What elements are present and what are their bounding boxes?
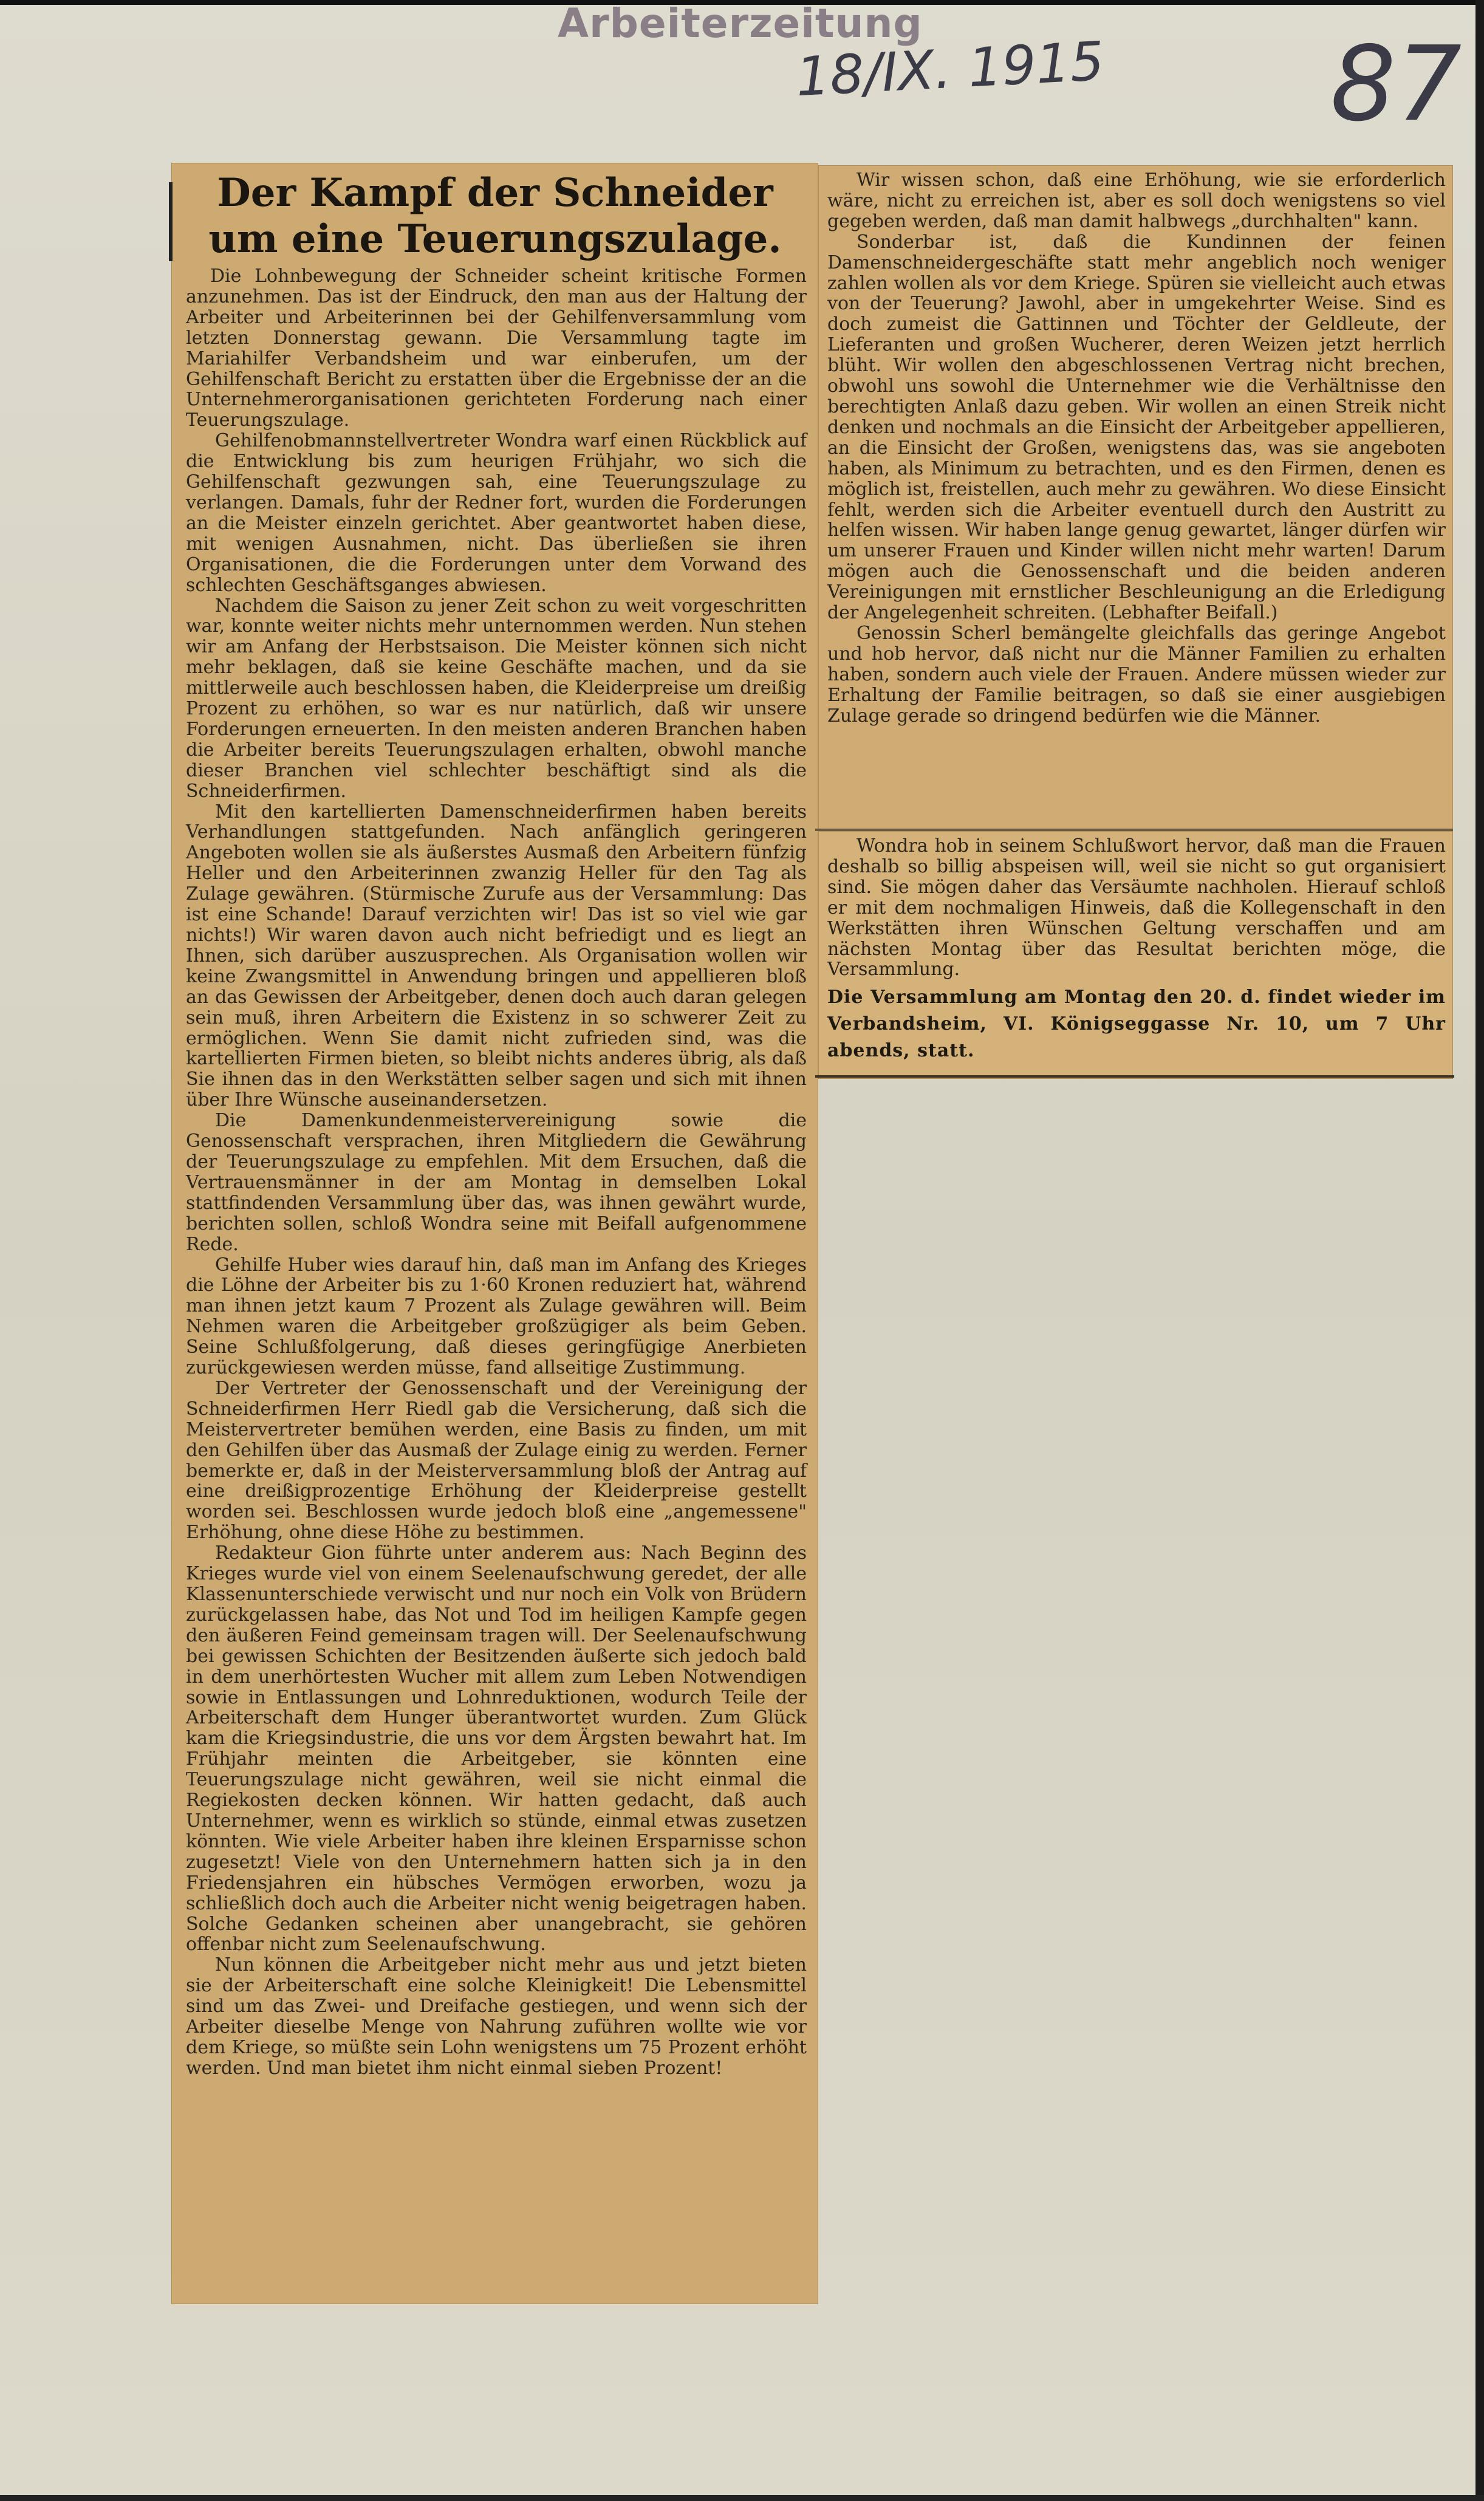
handwritten-date: 18/IX. 1915 [794,29,1106,109]
article-headline: Der Kampf der Schneider um eine Teuerungszulage. [208,170,782,262]
paragraph: Nachdem die Saison zu jener Zeit schon zu weit vorgeschritten war, konnte weiter nichts mehr unternommen werden. Nun stehen wir am Anfang der Herbstsaison. Die Meister können sich nicht mehr beklagen, daß sie keine Geschäfte machen, und da sie mittlerweile auch beschlossen haben, die Kleiderpreise um dreißig Prozent zu erhöhen, so war es nur natürlich, daß wir unsere Forderungen erneuerten. In den meisten anderen Branchen haben die Arbeiter bereits Teuerungszulagen erhalten, obwohl manche dieser Branchen viel schlechter beschäftigt sind als die Schneiderfirmen. [186,595,807,802]
paragraph: Wir wissen schon, daß eine Erhöhung, wie sie erforderlich wäre, nicht zu erreichen ist, aber es soll doch wenigstens so viel gegeben werden, daß man damit halbwegs „durchhalten" kann. [827,169,1446,232]
article-right-column-bottom [827,836,1446,980]
paragraph: Die Damenkundenmeistervereinigung sowie die Genossenschaft versprachen, ihren Mitgliedern die Gewährung der Teuerungszulage zu empfehlen. Mit dem Ersuchen, daß die Vertrauensmänner in der am Montag in demselben Lokal stattfindenden Versammlung über das, was ihnen gewährt wurde, berichten sollen, schloß Wondra seine mit Beifall aufgenommene Rede. [186,1110,807,1255]
column-separator [815,829,1453,831]
paragraph: Die Lohnbewegung der Schneider scheint kritische Formen anzunehmen. Das ist der Eindruck, den man aus der Haltung der Arbeiter und Arbeiterinnen bei der Gehilfenversammlung vom letzten Donnerstag gewann. Die Versammlung tagte im Mariahilfer Verbandsheim und war einberufen, um der Gehilfenschaft Bericht zu erstatten über die Ergebnisse der an die Unternehmerorganisationen gerichteten Forderung nach einer Teuerungszulage. [186,265,807,431]
clipping-bottom-rule [815,1075,1454,1078]
handwritten-page-number: 87 [1330,24,1462,145]
paragraph: Wondra hob in seinem Schlußwort hervor, daß man die Frauen deshalb so billig abspeisen will, weil sie nicht so gut organisiert sind. Sie mögen daher das Versäumte nachholen. Hierauf schloß er mit dem nochmaligen Hinweis, daß die Kollegenschaft in den Werkstätten ihren Wünschen Geltung verschaffen und am nächsten Montag über das Resultat berichten möge, die Versammlung. [827,835,1446,980]
scan-border-right [1475,0,1484,2501]
paragraph: Genossin Scherl bemängelte gleichfalls das geringe Angebot und hob hervor, daß nicht nur die Männer Familien zu erhalten haben, sondern auch viele der Frauen. Andere müssen wieder zur Erhaltung der Familie beitragen, so daß sie einer ausgiebigen Zulage gerade so dringend bedürfen wie die Männer. [827,622,1446,727]
newspaper-stamp: Arbeiterzeitung [558,0,923,47]
article-right-column-top [827,170,1446,726]
paragraph: Sonderbar ist, daß die Kundinnen der feinen Damenschneidergeschäfte statt mehr angeblich noch weniger zahlen wollen als vor dem Kriege. Spüren sie vielleicht auch etwas von der Teuerung? Jawohl, aber in umgekehrter Weise. Sind es doch zumeist die Gattinnen und Töchter der Geldleute, der Lieferanten und großen Wucherer, deren Weizen jetzt herrlich blüht. Wir wollen den abgeschlossenen Vertrag nicht brechen, obwohl uns sowohl die Unternehmer wie die Verhältnisse den berechtigten Anlaß dazu geben. Wir wollen an einen Streik nicht denken und nochmals an die Einsicht der Arbeitgeber appellieren, an die Einsicht der Großen, wenigstens das, was sie angeboten haben, als Minimum zu betrachten, und es den Firmen, denen es möglich ist, freistellen, auch mehr zu gewähren. Wo diese Einsicht fehlt, werden sich die Arbeiter eventuell durch den Austritt zu helfen wissen. Wir haben lange genug gewartet, länger dürfen wir um unserer Frauen und Kinder willen nicht mehr warten! Darum mögen auch die Genossenschaft und die beiden anderen Vereinigungen mit ernstlicher Beschleunigung an die Erledigung der Angelegenheit schreiten. (Lebhafter Beifall.) [827,231,1446,624]
article-left-column [186,266,807,2079]
paragraph: Redakteur Gion führte unter anderem aus: Nach Beginn des Krieges wurde viel von einem Seelenaufschwung geredet, der alle Klassenunterschiede verwischt und nur noch ein Volk von Brüdern zurückgelassen habe, das Not und Tod im heiligen Kampfe gegen den äußeren Feind gemeinsam tragen will. Der Seelenaufschwung bei gewissen Schichten der Besitzenden äußerte sich jedoch bald in dem unerhörtesten Wucher mit allem zum Leben Notwendigen sowie in Entlassungen und Lohnreduktionen, wodurch Teile der Arbeiterschaft dem Hunger überantwortet wurden. Zum Glück kam die Kriegsindustrie, die uns vor dem Ärgsten bewahrt hat. Im Frühjahr meinten die Arbeitgeber, sie könnten eine Teuerungszulage nicht gewähren, weil sie nicht einmal die Regiekosten decken können. Wir hatten gedacht, daß auch Unternehmer, wenn es wirklich so stünde, einmal etwas zusetzen könnten. Wie viele Arbeiter haben ihre kleinen Ersparnisse schon zugesetzt! Viele von den Unternehmern hatten sich ja in den Friedensjahren ein hübsches Vermögen erworben, wozu ja schließlich doch auch die Arbeiter nicht wenig beigetragen haben. Solche Gedanken scheinen aber unangebracht, sie gehören offenbar nicht zum Seelenaufschwung. [186,1542,807,1955]
meeting-announcement: Die Versammlung am Montag den 20. d. findet wieder im Verbandsheim, VI. Königseggasse Nr. 10, um 7 Uhr abends, statt. [827,987,1446,1061]
paragraph: Gehilfe Huber wies darauf hin, daß man im Anfang des Krieges die Löhne der Arbeiter bis zu 1·60 Kronen reduziert hat, während man ihnen jetzt kaum 7 Prozent als Zulage gewähren will. Beim Nehmen waren die Arbeitgeber großzügiger als beim Geben. Seine Schlußfolgerung, daß dieses geringfügige Anerbieten zurückgewiesen werden müsse, fand allseitige Zustimmung. [186,1254,807,1379]
paragraph: Der Vertreter der Genossenschaft und der Vereinigung der Schneiderfirmen Herr Riedl gab die Versicherung, daß sich die Meistervertreter bemühen werden, eine Basis zu finden, um mit den Gehilfen über das Ausmaß der Zulage einig zu werden. Ferner bemerkte er, daß in der Meisterversammlung bloß der Antrag auf eine dreißigprozentige Erhöhung der Kleiderpreise gestellt worden sei. Beschlossen wurde jedoch bloß eine „angemessene" Erhöhung, ohne diese Höhe zu bestimmen. [186,1377,807,1544]
paragraph: Mit den kartellierten Damenschneiderfirmen haben bereits Verhandlungen stattgefunden. Nach anfänglich geringeren Angeboten wollen sie als äußerstes Ausmaß den Arbeitern fünfzig Heller und den Arbeiterinnen zwanzig Heller für den Tag als Zulage gewähren. (Stürmische Zurufe aus der Versammlung: Das ist eine Schande! Darauf verzichten wir! Das ist so viel wie gar nichts!) Wir waren davon auch nicht befriedigt und es liegt an Ihnen, sich darüber auszusprechen. Als Organisation wollen wir keine Zwangsmittel in Anwendung bringen und appellieren bloß an das Gewissen der Arbeitgeber, denen doch auch daran gelegen sein muß, ihren Arbeitern die Existenz in so schwerer Zeit zu ermöglichen. Wenn Sie damit nicht zufrieden sind, was die kartellierten Firmen bieten, so bleibt nichts anderes übrig, als daß Sie ihnen das in den Werkstätten selber sagen und sich mit ihnen über Ihre Wünsche auseinandersetzen. [186,801,807,1111]
paragraph: Gehilfenobmannstellvertreter Wondra warf einen Rückblick auf die Entwicklung bis zum heurigen Frühjahr, wo sich die Gehilfenschaft gezwungen sah, eine Teuerungszulage zu verlangen. Damals, fuhr der Redner fort, wurden die Forderungen an die Meister einzeln gerichtet. Aber geantwortet haben diese, mit wenigen Ausnahmen, nicht. Das überließen sie ihren Organisationen, die die Forderungen unter dem Vorwand des schlechten Geschäftsganges abwiesen. [186,430,807,596]
scan-border-bottom [0,2495,1484,2501]
paragraph: Nun können die Arbeitgeber nicht mehr aus und jetzt bieten sie der Arbeiterschaft eine solche Kleinigkeit! Die Lebensmittel sind um das Zwei- und Dreifache gestiegen, und wenn sich der Arbeiter dieselbe Menge von Nahrung zuführen wollte wie vor dem Kriege, so müßte sein Lohn wenigstens um 75 Prozent erhöht werden. Und man bietet ihm nicht einmal sieben Prozent! [186,1954,807,2079]
headline-rule [169,182,173,261]
